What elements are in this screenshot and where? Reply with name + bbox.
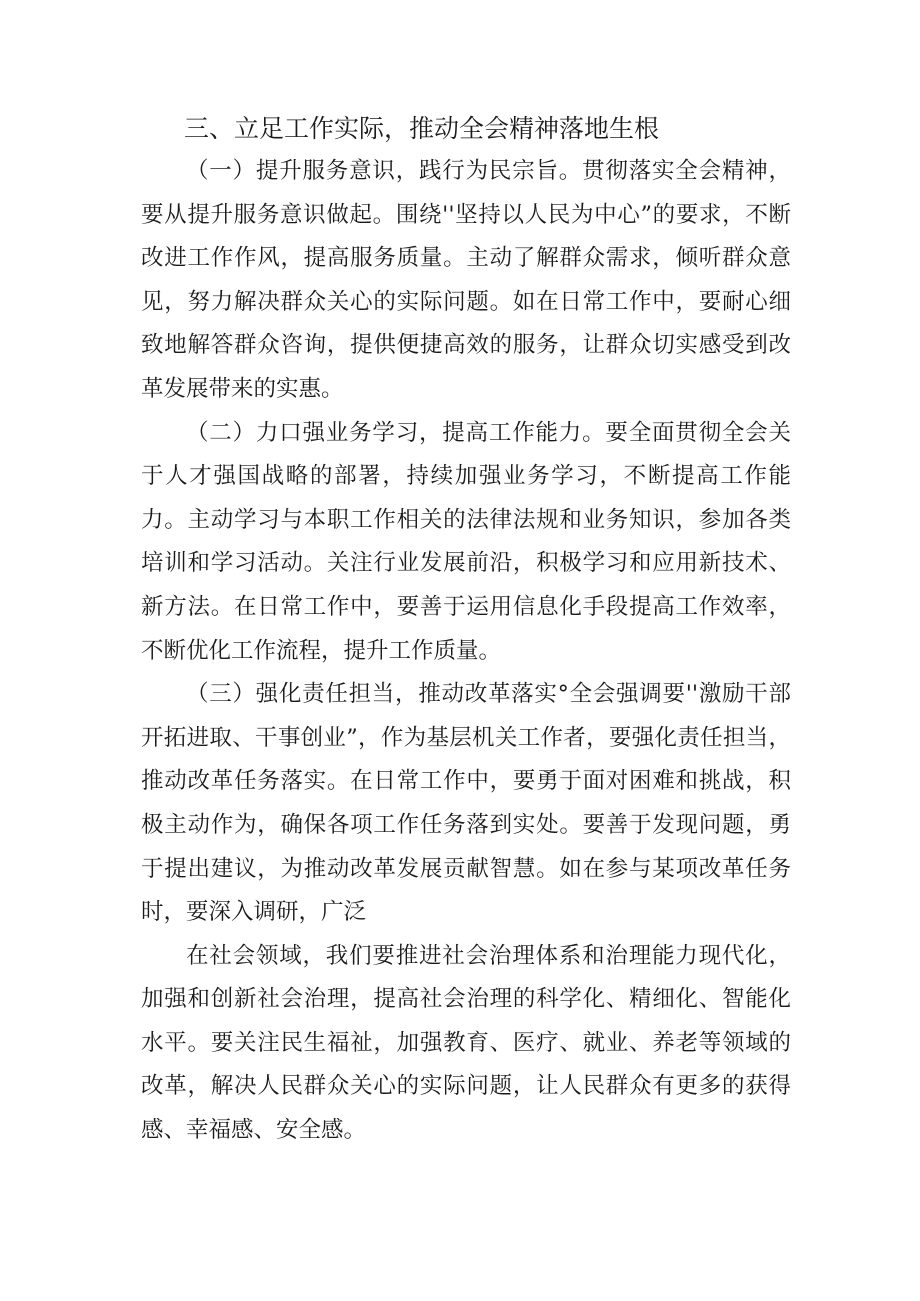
paragraph-2: （二）力口强业务学习，提高工作能力。要全面贯彻全会关于人才强国战略的部署，持续加强业务学习，不断提高工作能力。主动学习与本职工作相关的法律法规和业务知识，参加各类培训和学习活动。关注行业发展前沿，积极学习和应用新技术、新方法。在日常工作中，要善于运用信息化手段提高工作效率，不断优化工作流程，提升工作质量。 [141,419,791,664]
paragraph-3: （三）强化责任担当，推动改革落实°全会强调要''激励干部开拓进取、干事创业”，作为基层机关工作者，要强化责任担当，推动改革任务落实。在日常工作中，要勇于面对困难和挑战，积极主动作为，确保各项工作任务落到实处。要善于发现问题，勇于提出建议，为推动改革发展贡献智慧。如在参与某项改革任务时，要深入调研，广泛 [141,681,791,926]
section-heading: 三、立足工作实际，推动全会精神落地生根 [184,114,660,143]
paragraph-4: 在社会领域，我们要推进社会治理体系和治理能力现代化，加强和创新社会治理，提高社会治理的科学化、精细化、智能化水平。要关注民生福祉，加强教育、医疗、就业、养老等领域的改革，解决人民群众关心的实际问题，让人民群众有更多的获得感、幸福感、安全感。 [141,942,791,1144]
document-body [141,150,791,1153]
paragraph-1: （一）提升服务意识，践行为民宗旨。贯彻落实全会精神，要从提升服务意识做起。围绕''坚持以人民为中心”的要求，不断改进工作作风，提高服务质量。主动了解群众需求，倾听群众意见，努力解决群众关心的实际问题。如在日常工作中，要耐心细致地解答群众咨询，提供便捷高效的服务，让群众切实感受到改革发展带来的实惠。 [141,158,791,402]
